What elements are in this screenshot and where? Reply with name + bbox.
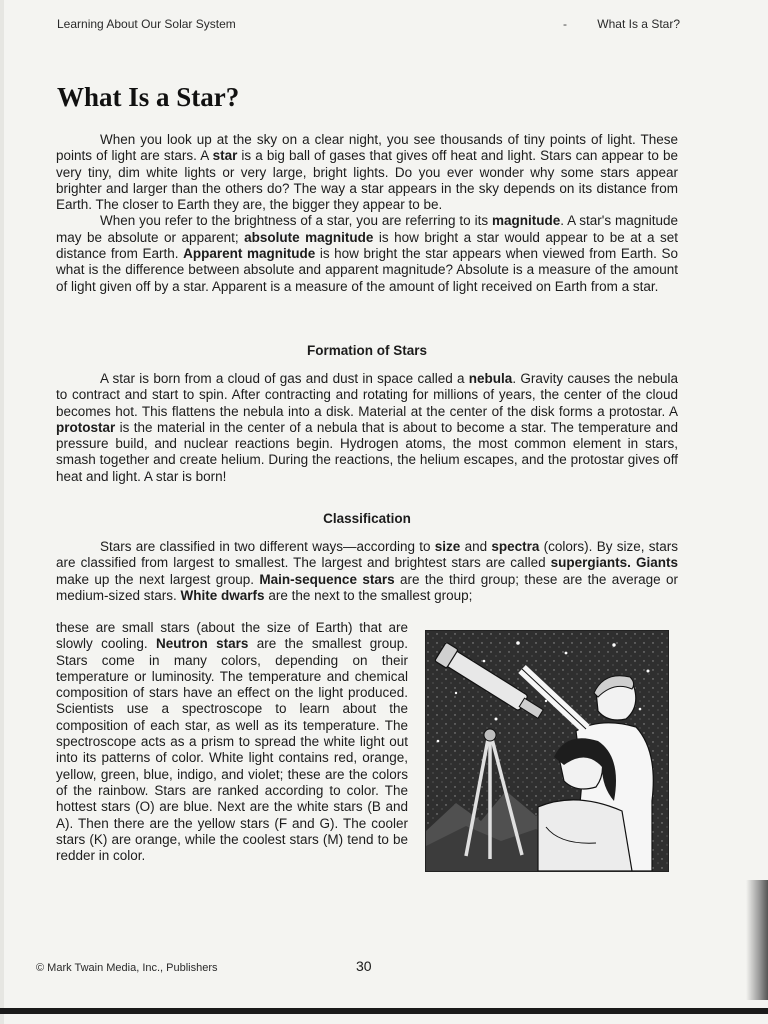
intro-paragraph-2: When you refer to the brightness of a star, you are referring to its magnitude. A star's magnitude may be absolute or apparent; absolute magnitude is how bright a star would appear to be at a set distance from Earth. Apparent magnitude is how bright the star appears when viewed from Earth. So what is the difference between absolute and apparent magnitude? Absolute is a measure of the amount of light given off by a star. Apparent is a measure of the amount of light received on Earth from a star. (56, 213, 678, 294)
term-star: star (212, 148, 238, 164)
term-magnitude: magnitude (491, 213, 561, 229)
term-apparent-magnitude: Apparent magnitude (183, 246, 316, 262)
classification-paragraph-2: these are small stars (about the size of Earth) that are slowly cooling. Neutron stars are the smallest group. Stars come in many colors, depending on their temperature or luminosity. The temperature and chemical composition of stars have an effect on the light produced. Scientists use a spectroscope to learn about the composition of each star, as well as its temperature. The spectroscope acts as a prism to spread the white light out into its patterns of color. White light contains red, orange, yellow, green, blue, indigo, and violet; these are the colors of the rainbow. Stars are ranked according to color. The hottest stars (O) are blue. Next are the white stars (B and A). Then there are the yellow stars (F and G). The cooler stars (K) are orange, while the coolest stars (M) tend to be redder in color. (56, 620, 408, 864)
page-right-edge-shadow (746, 880, 768, 1000)
page-number: 30 (356, 958, 372, 974)
running-head-book-title: Learning About Our Solar System (57, 17, 236, 31)
intro-paragraph-1: When you look up at the sky on a clear night, you see thousands of tiny points of light. These points of light are stars. A star is a big ball of gases that gives off heat and light. Stars can appear to be very tiny, dim white lights or very large, bright lights. Do you ever wonder why some stars appear brighter and larger than the others do? The way a star appears in the sky depends on its distance from Earth. The closer to Earth they are, the bigger they appear to be. (56, 132, 678, 213)
term-main-sequence-stars: Main-sequence stars (259, 571, 395, 587)
section-heading-formation: Formation of Stars (306, 343, 427, 358)
classification-section (56, 539, 678, 604)
intro-section (56, 132, 678, 295)
stargazing-illustration (425, 630, 669, 872)
term-giants: Giants (635, 555, 678, 571)
running-head-chapter-title: What Is a Star? (597, 17, 680, 31)
page-left-edge-shadow (0, 0, 4, 1024)
term-neutron-stars: Neutron stars (156, 636, 249, 652)
term-spectra: spectra (491, 539, 540, 554)
section-heading-classification: Classification (323, 511, 411, 526)
term-protostar: protostar (56, 419, 116, 435)
running-head-dash: - (563, 17, 567, 31)
term-size: size (434, 539, 461, 554)
publisher-credit: © Mark Twain Media, Inc., Publishers (36, 962, 218, 974)
term-absolute-magnitude: absolute magnitude (244, 229, 374, 245)
formation-paragraph: A star is born from a cloud of gas and dust in space called a nebula. Gravity causes the nebula to contract and start to spin. After contracting and rotating for millions of years, the center of the cloud becomes hot. This flattens the nebula into a disk. Material at the center of the disk forms a protostar. A protostar is the material in the center of a nebula that is about to become a star. The temperature and pressure build, and nuclear reactions begin. Hydrogen atoms, the most common element in stars, smash together and create helium. During the reactions, the helium escapes, and the protostar gives off heat and light. A star is born! (56, 371, 678, 484)
stargazing-drawing (426, 631, 668, 871)
classification-paragraph-1: Stars are classified in two different ways—according to size and spectra (colors). By size, stars are classified from largest to smallest. The largest and brightest stars are called supergiants. Giants make up the next largest group. Main-sequence stars are the third group; these are the average or medium-sized stars. White dwarfs are the next to the smallest group; (56, 539, 678, 603)
term-supergiants: supergiants (550, 555, 628, 571)
page-title: What Is a Star? (57, 82, 240, 112)
term-white-dwarfs: White dwarfs (180, 587, 265, 603)
bottom-edge-bar (0, 1008, 768, 1014)
term-nebula: nebula (468, 371, 513, 386)
formation-section (56, 371, 678, 485)
classification-column (56, 620, 408, 864)
